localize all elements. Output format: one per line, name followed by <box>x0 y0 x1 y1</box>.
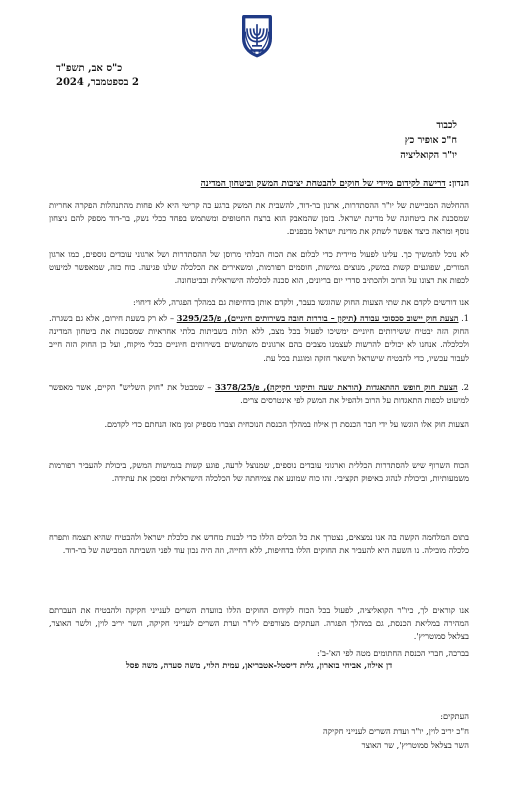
paragraph-7: אנו קוראים לך, כיו"ר הקואליציה, לפעול בכל הכוח לקידום החוקים הללו בוועדת השרים לענייני חקיקה ולהבטיח את העברתם המהירה במליאת הכנסת, גם במהלך הפגרה. העתקים מצורפים ליו"ר ועדת השרים לענייני חקיקה, השר יריב לוין, ולשר האוצר, בצלאל סמוטריץ'. <box>49 605 469 642</box>
subject-label: הנדון: <box>448 179 469 189</box>
recipient-greeting: לכבוד <box>436 120 457 131</box>
date-hebrew: כ"ס אב, תשפ"ד <box>56 63 123 74</box>
bill-item-number: 2. <box>461 382 470 392</box>
bill-item-title: הצעת חוק חופש ההתאגדות (הוראת שעה ותיקוני חקיקה), פ/3378/25 <box>214 382 458 392</box>
closing-line: בברכה, חברי הכנסת החתומים מטה לפי הא'-ב': <box>317 648 469 658</box>
cc-item: השר בצלאל סמוטריץ', שר האוצר <box>361 739 469 750</box>
cc-list <box>49 725 469 752</box>
bill-item-2 <box>49 381 469 407</box>
bill-item-1 <box>49 312 469 365</box>
date-gregorian: 2 בספטמבר, 2024 <box>56 77 139 88</box>
bill-item-text: – שמבטל את "חוק השליש" הקיים, אשר מאפשר למיעוט לכפות התאגדות על הרוב ולהפיל את המשק לפי אינטרסים צרים. <box>49 382 469 406</box>
paragraph-3: אנו דורשים לקדם את שתי הצעות החוק שהוגשו בעבר, ולקדם אותן בדחיפות גם במהלך הפגרה, ללא דיחוי: <box>132 297 469 307</box>
recipient-block <box>257 118 457 163</box>
paragraph-4: הצעות חוק אלו הוגשו על ידי חבר הכנסת דן אילוז במהלך הכנסת הנוכחית וצברו מספיק זמן מאז הנחתם כדי לקדמם. <box>104 419 469 429</box>
bill-item-number: 1. <box>461 313 469 323</box>
bill-item-title: הצעת חוק יישוב סכסוכי עבודה (תיקון – בוררות חובה בשירותים חיוניים), פ/3295/25 <box>176 313 459 323</box>
recipient-name: ח"כ אופיר כץ <box>404 135 457 146</box>
recipient-title: יו"ר הקואליציה <box>400 150 457 161</box>
paragraph-6: בתום המלחמה הקשה בה אנו נמצאים, נצטרך את כל הכלים הללו כדי לבנות מחדש את כלכלת ישראל ולהבטיח שהיא תצמח ותפרח כלכלה מובילה. נו השעה היא להעביר את החוקים הללו בדחיפות, ללא דחייה, וזה היה נכון עוד לפני השביתה המבישה של בר-דוד. <box>49 532 469 556</box>
signers-list: דן אילוז, אביחי בוארון, גלית דיסטל-אטבריאן, עמית הלוי, משה סעדה, משה פסל <box>125 660 393 670</box>
subject-line <box>49 178 469 190</box>
paragraph-5: הכוח השרוף שיש להסתדרות הכללית וארגוני עובדים נוספים, שמנוצל לרעה, פוגע קשות בגמישות המשק, ביכולת להעביר רפורמות משמעותיות, וביכולת לנהוג באיפוק תקציבי. זהו כוח שמונע את צמיחתה של הכלכלה הישראלית ומסכן את עתידה. <box>49 460 469 484</box>
bill-item-text: – לא רק בשעת חירום, אלא גם בשגרה. החוק הזה יבטיח ששירותים חיוניים ימשיכו לפעול בכל מצב, ללא תלות בשביתות בלתי אחראיות שמסכנות את ביטחון המדינה ולכלכלה. אנחנו לא יכולים להרשות לעצמנו מצבים בהם ארגונים משתמשים בשירותים חיוניים ככלי מיקוח, ועל כן החוק הזה חייב לעבור עכשיו, כדי להבטיח שישראל תישאר חזקה ומוגנת בכל עת. <box>49 313 469 363</box>
subject-text: דרישה לקידום מיידי של חוקים להבטחת יציבות המשק וביטחון המדינה <box>200 179 446 189</box>
menorah-emblem-icon <box>232 10 282 60</box>
cc-item: ח"כ יריב לוין, יו"ר ועדת השרים לענייני חקיקה <box>322 726 469 736</box>
paragraph-1: ההחלטה המביישת של יו"ר ההסתדרות, ארנון בר-דוד, להשבית את המשק ברגע כה קריטי היא לא פחות מהתנהלות הפקרה אחריות שמסכנת את ביטחונה של מדינת ישראל. בזמן שהמאבק הוא ברצח החטופים ומשתמש בפחד ככלי נשק, בר-דוד מספק להם ניצחון נוסף ומראה כיצד אפשר לשתק את מדינת ישראל מבפנים. <box>49 200 469 237</box>
paragraph-2: לא נוכל להמשיך כך. עלינו לפעול מיידית כדי לבלום את הכוח הבלתי מרוסן של ההסתדרות ושל ארגוני עובדים נוספים, כמו ארגון המורים, שפוגעים קשות במשק, מנוצים גמישות, חוסמים רפורמות, ומשאירים את הכלכלה שלנו פגיעה. כוח כזה, שמאפשר למיעוט לכפות את רצונו על הרוב ולהכתיב סדרי יום בריונים, הוא סכנה לכלכלה הישראלית ובביטחונה. <box>49 249 469 286</box>
cc-title: העתקים: <box>440 711 469 721</box>
